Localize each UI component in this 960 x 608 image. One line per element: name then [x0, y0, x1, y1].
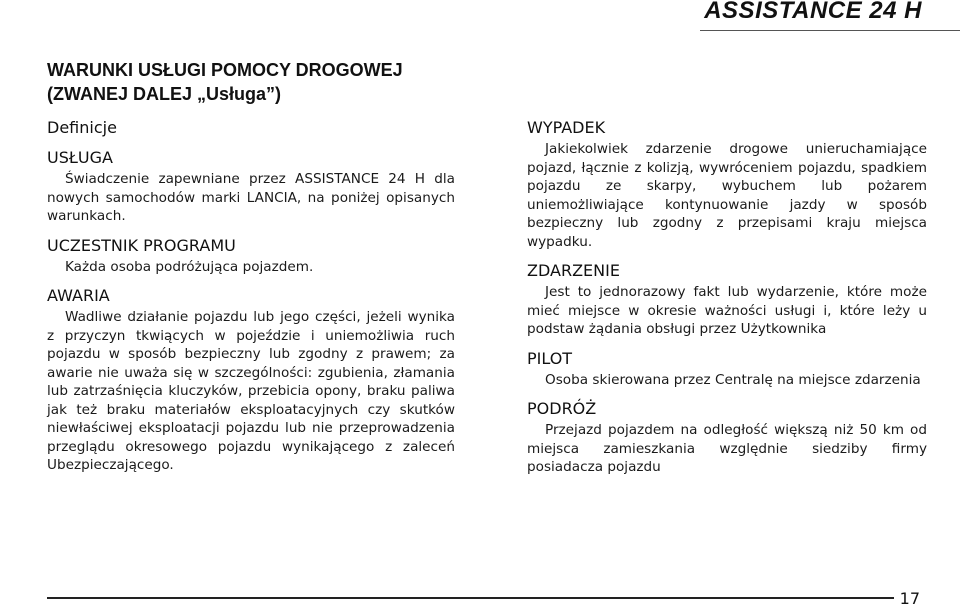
definition-uczestnik-programu	[47, 236, 455, 277]
definition-text: Wadliwe działanie pojazdu lub jego części, jeżeli wynika z przyczyn tkwiących w pojeździe i uniemożliwia ruch pojazdu w sposób bezpieczny lub zgodny z prawem; za awarie nie uważa się w szczególności: zgubienia, złamania lub zatrzaśnięcia kluczyków, przebicia opony, braku paliwa jak też braku materiałów eksploatacyjnych czy skutków niewłaściwej eksploatacji pojazdu lub nie przeprowadzenia przeglądu okresowego pojazdu wynikającego z zaleceń Ubezpieczającego.	[47, 309, 455, 473]
definition-term: PODRÓŻ	[527, 399, 597, 418]
page-number: 17	[894, 589, 920, 608]
definition-text: Osoba skierowana przez Centralę na miejsce zdarzenia	[545, 371, 921, 388]
definition-wypadek	[527, 118, 927, 251]
definitions-heading: Definicje	[47, 118, 117, 137]
definition-text: Każda osoba podróżująca pojazdem.	[65, 258, 314, 275]
document-title-line-2: (ZWANEJ DALEJ „Usługa”)	[47, 84, 282, 104]
header-title: ASSISTANCE 24 H	[704, 0, 922, 24]
definition-text: Jest to jednorazowy fakt lub wydarzenie, które może mieć miejsce w okresie ważności usługi i, które leży u podstaw żądania obsługi przez Użytkownika	[527, 284, 927, 337]
definition-awaria	[47, 286, 455, 475]
definition-term: USŁUGA	[47, 148, 113, 167]
definition-podroz	[527, 399, 927, 477]
definition-text: Przejazd pojazdem na odległość większą niż 50 km od miejsca zamieszkania względnie siedziby firmy posiadacza pojazdu	[527, 422, 927, 475]
document-title	[47, 58, 467, 106]
header-rule	[700, 30, 960, 31]
definition-term: ZDARZENIE	[527, 261, 620, 280]
definition-term: AWARIA	[47, 286, 110, 305]
document-title-line-1: WARUNKI USŁUGI POMOCY DROGOWEJ	[47, 60, 403, 80]
definitions-heading-section	[47, 118, 455, 138]
footer-rule	[47, 597, 895, 599]
definition-text: Jakiekolwiek zdarzenie drogowe unieruchamiające pojazd, łącznie z kolizją, wywróceniem pojazdu, spadkiem pojazdu ze skarpy, wybuchem lub pożarem uniemożliwiające kontynuowanie jazdy w sposób bezpieczny lub zgodny z przepisami kraju miejsca wypadku.	[527, 141, 927, 250]
definition-term: WYPADEK	[527, 118, 606, 137]
definition-pilot	[527, 349, 927, 390]
definition-text: Świadczenie zapewniane przez ASSISTANCE 24 H dla nowych samochodów marki LANCIA, na poniżej opisanych warunkach.	[47, 171, 455, 224]
definition-zdarzenie	[527, 261, 927, 339]
left-column	[47, 118, 455, 485]
definition-term: PILOT	[527, 348, 573, 368]
definition-usluga	[47, 148, 455, 226]
definition-term: UCZESTNIK PROGRAMU	[47, 235, 236, 255]
right-column	[527, 118, 927, 487]
